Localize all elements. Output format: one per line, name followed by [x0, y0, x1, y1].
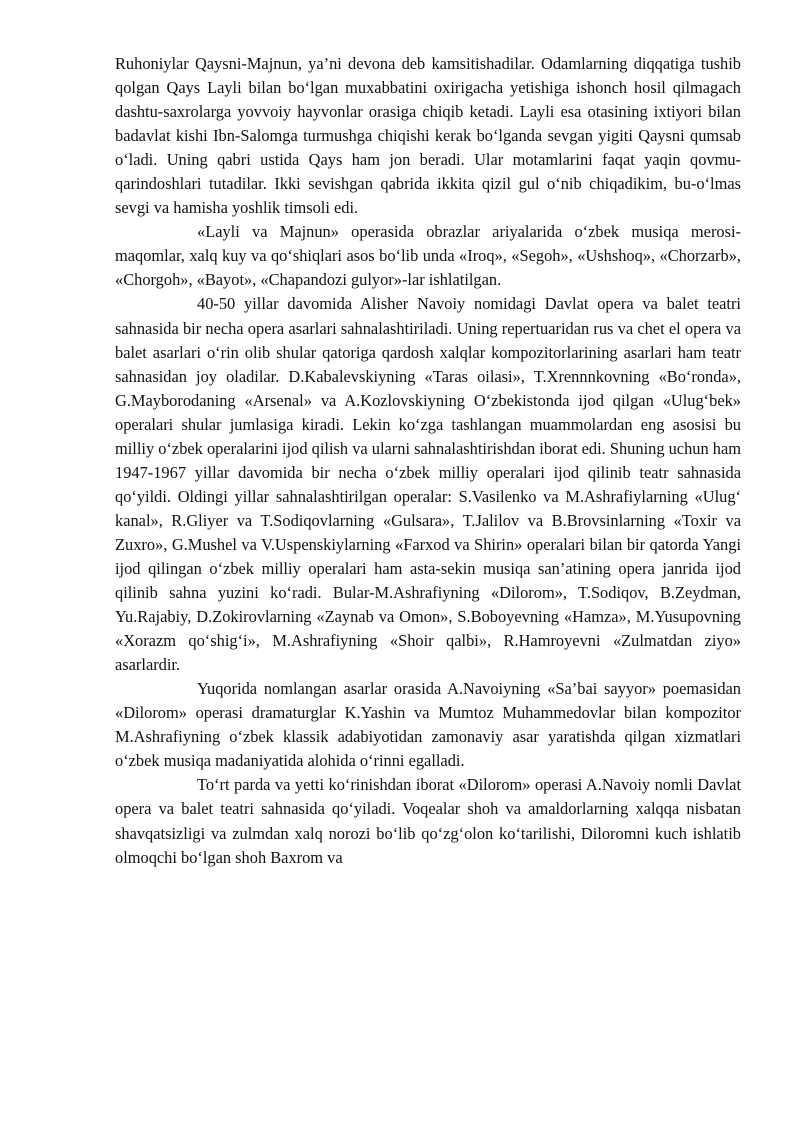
paragraph-3: 40-50 yillar davomida Alisher Navoiy nomidagi Davlat opera va balet teatri sahnasida bir necha opera asarlari sahnalashtiriladi. Uning repertuaridan rus va chet el opera va balet asarlari o‘rin olib shular qatoriga qardosh xalqlar kompozitorlarining asarlari ham teatr sahnasidan joy oladilar. D.Kabalevskiyning «Taras oilasi», T.Xrennnkovning «Bo‘ronda», G.Mayborodaning «Arsenal» va A.Kozlovskiyning O‘zbekistonda ijod qilgan «Ulug‘bek» operalari shular jumlasiga kiradi. Lekin ko‘zga tashlangan muammolardan eng asosisi bu milliy o‘zbek operalarini ijod qilish va ularni sahnalashtirishdan iborat edi. Shuning uchun ham 1947-1967 yillar davomida bir necha o‘zbek milliy operalari ijod qilinib teatr sahnasida qo‘yildi. Oldingi yillar sahnalashtirilgan operalar: S.Vasilenko va M.Ashrafiylarning «Ulug‘ kanal», R.Gliyer va T.Sodiqovlarning «Gulsara», T.Jalilov va B.Brovsinlarning «Toxir va Zuxro», G.Mushel va V.Uspenskiylarning «Farxod va Shirin» operalari bilan bir qatorda Yangi ijod qilingan o‘zbek milliy operalari ham asta-sekin musiqa san’atining opera janrida ijod qilinib sahna yuzini ko‘radi. Bular-M.Ashrafiyning «Dilorom», T.Sodiqov, B.Zeydman, Yu.Rajabiy, D.Zokirovlarning «Zaynab va Omon», S.Boboyevning «Hamza», M.Yusupovning «Xorazm qo‘shig‘i», M.Ashrafiyning «Shoir qalbi», R.Hamroyevni «Zulmatdan ziyo» asarlardir. [115, 294, 741, 675]
paragraph-1: Ruhoniylar Qaysni-Majnun, ya’ni devona deb kamsitishadilar. Odamlarning diqqatiga tushib qolgan Qays Layli bilan bo‘lgan muxabbatini oxirigacha yetishiga ishonch hosil qilmagach dashtu-saxrolarga yovvoiy hayvonlar orasiga chiqib ketadi. Layli esa otasining ixtiyori bilan badavlat kishi Ibn-Salomga turmushga chiqishi kerak bo‘lganda sevgan yigiti Qaysni qumsab o‘ladi. Uning qabri ustida Qays ham jon beradi. Ular motamlarini faqat yaqin qovmu-qarindoshlari tutadilar. Ikki sevishgan qabrida ikkita qizil gul o‘nib chiqadikim, bu-o‘lmas sevgi va hamisha yoshlik timsoli edi. [115, 54, 741, 218]
paragraph-2: «Layli va Majnun» operasida obrazlar ariyalarida o‘zbek musiqa merosi-maqomlar, xalq kuy va qo‘shiqlari asos bo‘lib unda «Iroq», «Segoh», «Ushshoq», «Chorzarb», «Chorgoh», «Bayot», «Chapandozi gulyor»-lar ishlatilgan. [115, 222, 741, 290]
paragraph-5: To‘rt parda va yetti ko‘rinishdan iborat «Dilorom» operasi A.Navoiy nomli Davlat opera va balet teatri sahnasida qo‘yiladi. Voqealar shoh va amaldorlarning xalqqa nisbatan shavqatsizligi va zulmdan xalq norozi bo‘lib qo‘zg‘olon ko‘tarilishi, Diloromni kuch ishlatib olmoqchi bo‘lgan shoh Baxrom va [115, 775, 741, 867]
document-page [115, 52, 741, 870]
paragraph-4: Yuqorida nomlangan asarlar orasida A.Navoiyning «Sa’bai sayyor» poemasidan «Dilorom» operasi dramaturglar K.Yashin va Mumtoz Muhammedovlar bilan kompozitor M.Ashrafiyning o‘zbek klassik adabiyotidan zamonaviy asar yaratishda qilgan xizmatlari o‘zbek musiqa madaniyatida alohida o‘rinni egalladi. [115, 679, 741, 771]
